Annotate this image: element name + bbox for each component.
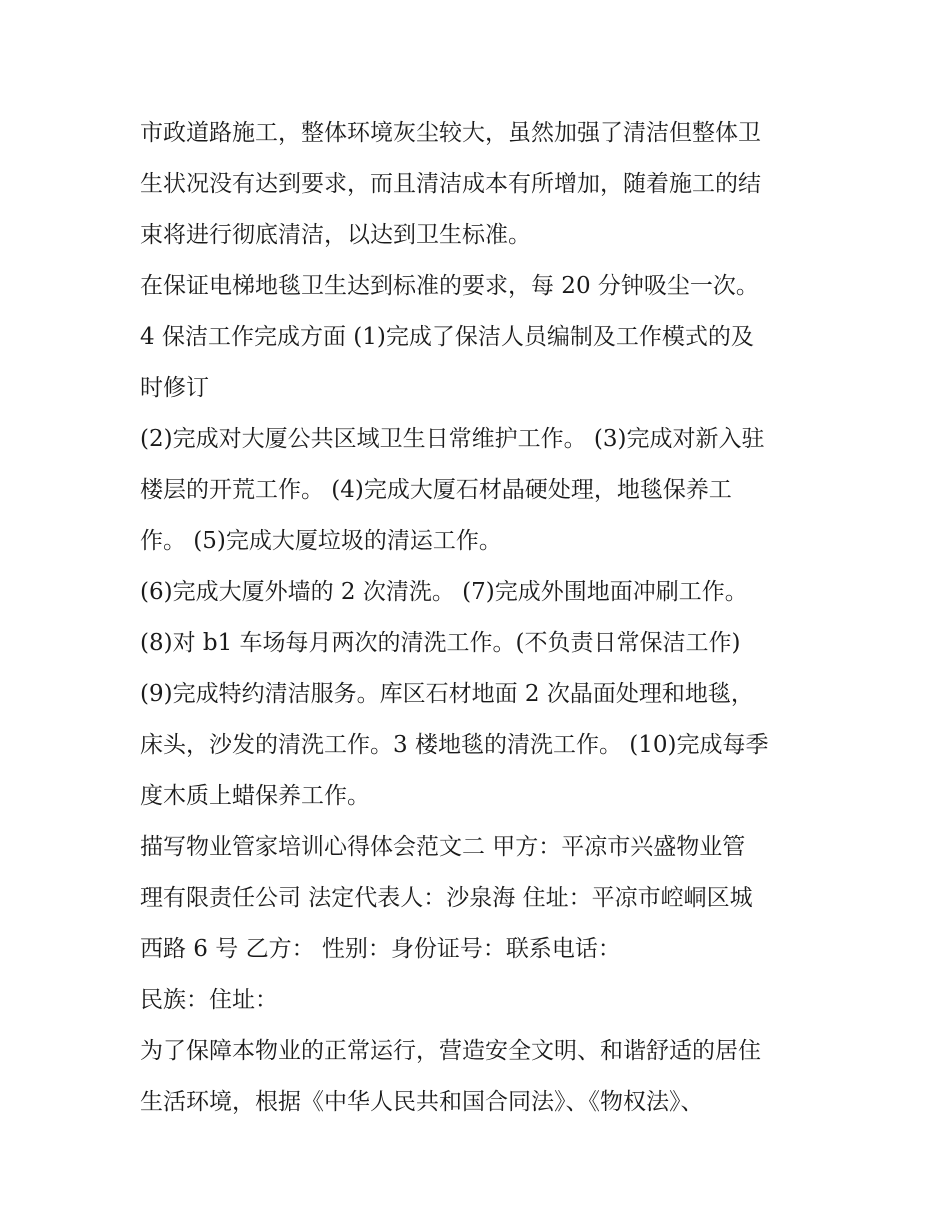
text-line: 床头，沙发的清洗工作。3 楼地毯的清洗工作。 (10)完成每季 bbox=[140, 732, 769, 758]
text-line: 束将进行彻底清洁，以达到卫生标准。 bbox=[140, 222, 531, 248]
text-line: 描写物业管家培训心得体会范文二 甲方：平凉市兴盛物业管 bbox=[140, 834, 746, 860]
text-line: 生状况没有达到要求，而且清洁成本有所增加，随着施工的结 bbox=[140, 171, 761, 197]
text-line: (2)完成对大厦公共区域卫生日常维护工作。 (3)完成对新入驻 bbox=[140, 426, 765, 452]
text-line: 西路 6 号 乙方： 性别：身份证号：联系电话： bbox=[140, 936, 621, 962]
text-line: 理有限责任公司 法定代表人：沙泉海 住址：平凉市崆峒区城 bbox=[140, 885, 753, 911]
text-line: (9)完成特约清洁服务。库区石材地面 2 次晶面处理和地毯， bbox=[140, 681, 754, 707]
text-line: 度木质上蜡保养工作。 bbox=[140, 783, 370, 809]
text-line: 为了保障本物业的正常运行，营造安全文明、和谐舒适的居住 bbox=[140, 1038, 761, 1064]
text-line: 时修订 bbox=[140, 375, 209, 401]
text-line: 作。 (5)完成大厦垃圾的清运工作。 bbox=[140, 528, 502, 554]
text-line: 民族：住址： bbox=[140, 987, 278, 1013]
text-line: (6)完成大厦外墙的 2 次清洗。 (7)完成外围地面冲刷工作。 bbox=[140, 579, 748, 605]
text-line: 在保证电梯地毯卫生达到标准的要求，每 20 分钟吸尘一次。 bbox=[140, 273, 759, 299]
text-line: 4 保洁工作完成方面 (1)完成了保洁人员编制及工作模式的及 bbox=[140, 324, 754, 350]
text-line: 生活环境，根据《中华人民共和国合同法》、《物权法》、 bbox=[140, 1089, 704, 1115]
text-line: (8)对 b1 车场每月两次的清洗工作。(不负责日常保洁工作) bbox=[140, 630, 741, 656]
document-body bbox=[140, 108, 816, 1128]
text-line: 楼层的开荒工作。 (4)完成大厦石材晶硬处理，地毯保养工 bbox=[140, 477, 732, 503]
text-line: 市政道路施工，整体环境灰尘较大，虽然加强了清洁但整体卫 bbox=[140, 120, 761, 146]
